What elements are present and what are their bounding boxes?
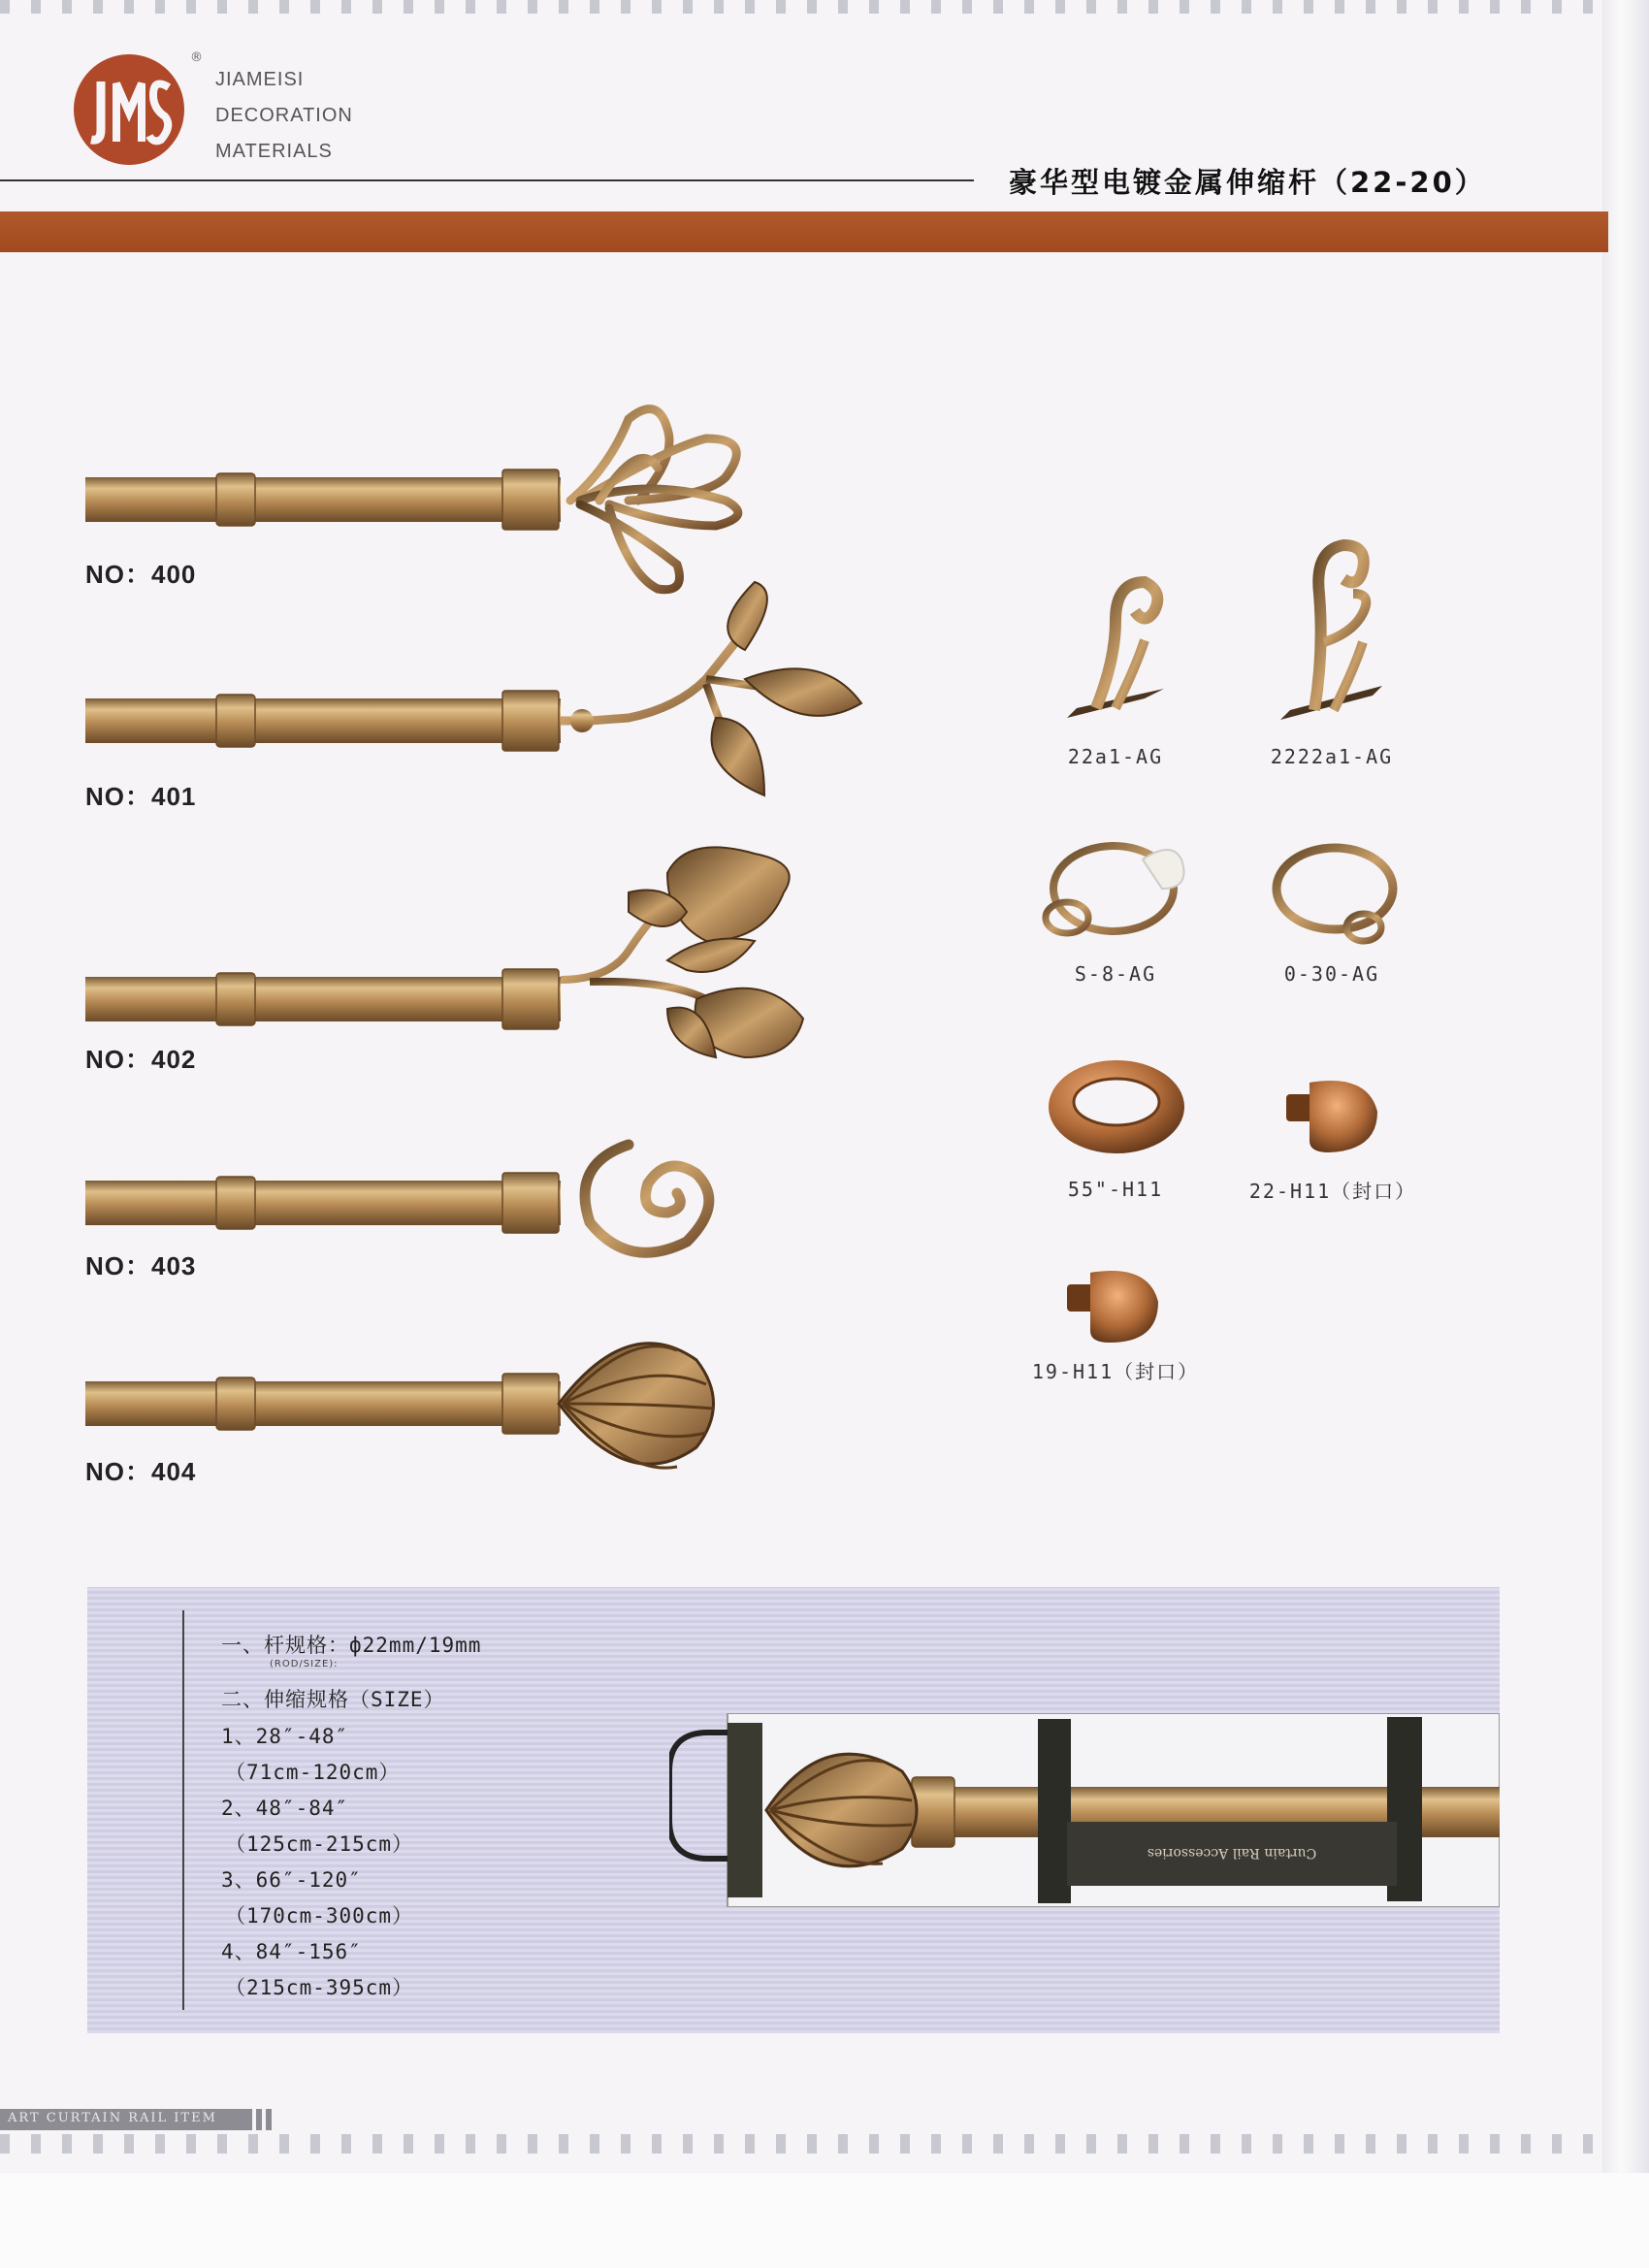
size-item: （215cm-395cm） — [225, 1976, 414, 1999]
accessory-label: 22a1-AG — [1067, 745, 1164, 768]
rod-label: NO：403 — [85, 1251, 197, 1280]
size-item: （71cm-120cm） — [225, 1761, 401, 1784]
rod-label: NO：401 — [85, 782, 197, 811]
rod-label: NO：402 — [85, 1045, 197, 1074]
accessory-label: 22-H11（封口） — [1248, 1180, 1417, 1203]
wooden-ring-icon — [1044, 1053, 1189, 1160]
size-item: （170cm-300cm） — [225, 1904, 414, 1928]
leaf-branch-finial-icon — [561, 582, 861, 795]
header-color-band — [0, 211, 1608, 252]
clip-ring-icon — [1036, 830, 1201, 947]
end-cap-icon — [1280, 1073, 1387, 1160]
single-bracket-icon — [1057, 572, 1174, 728]
package-photo — [669, 1713, 1500, 1907]
accessory-label: 0-30-AG — [1283, 962, 1380, 986]
footer-text: ART CURTAIN RAIL ITEM — [8, 2111, 217, 2125]
double-bracket-icon — [1276, 535, 1392, 729]
brand-line: JIAMEISI — [215, 69, 305, 90]
accessory-label: 55"-H11 — [1067, 1178, 1164, 1201]
bottom-perforation-edge — [0, 2134, 1610, 2154]
accessory-label: 19-H11（封口） — [1031, 1360, 1200, 1383]
page-margin — [0, 2173, 1649, 2268]
rod-label: NO：400 — [85, 560, 197, 589]
page-title: 豪华型电镀金属伸缩杆（22-20） — [1009, 166, 1486, 199]
spec-divider — [182, 1610, 184, 2010]
brand-name — [215, 62, 353, 170]
rod-spec-note: (ROD/SIZE): — [270, 1659, 339, 1669]
size-item: 4、84″-156″ — [221, 1940, 362, 1963]
page-edge — [1602, 0, 1649, 2268]
accessory-label: S-8-AG — [1074, 962, 1157, 986]
registered-mark: ® — [190, 50, 203, 65]
jms-logo-icon — [72, 52, 186, 167]
size-item: （125cm-215cm） — [225, 1832, 414, 1856]
spiral-finial-icon — [559, 1145, 709, 1252]
rod-spec: 一、杆规格：ф22mm/19mm — [221, 1634, 482, 1657]
brand-line: MATERIALS — [215, 141, 333, 162]
size-item: 2、48″-84″ — [221, 1797, 349, 1820]
shell-finial-icon — [559, 1344, 714, 1468]
size-heading: 二、伸缩规格（SIZE） — [221, 1688, 445, 1711]
accessory-label: 2222a1-AG — [1270, 745, 1394, 768]
end-cap-icon — [1063, 1263, 1170, 1350]
size-item: 3、66″-120″ — [221, 1868, 362, 1892]
curtain-ring-icon — [1267, 840, 1403, 951]
rod-label: NO：404 — [85, 1457, 197, 1486]
ivy-leaf-finial-icon — [561, 847, 803, 1057]
top-perforation-edge — [0, 0, 1610, 14]
footer-ticks — [256, 2109, 274, 2130]
brand-line: DECORATION — [215, 105, 353, 126]
rod-401 — [85, 572, 871, 805]
fan-finial-icon — [570, 409, 738, 590]
package-label: Curtain Rail Accessories — [1147, 1845, 1317, 1861]
header-rule — [0, 179, 974, 181]
size-item: 1、28″-48″ — [221, 1725, 349, 1748]
